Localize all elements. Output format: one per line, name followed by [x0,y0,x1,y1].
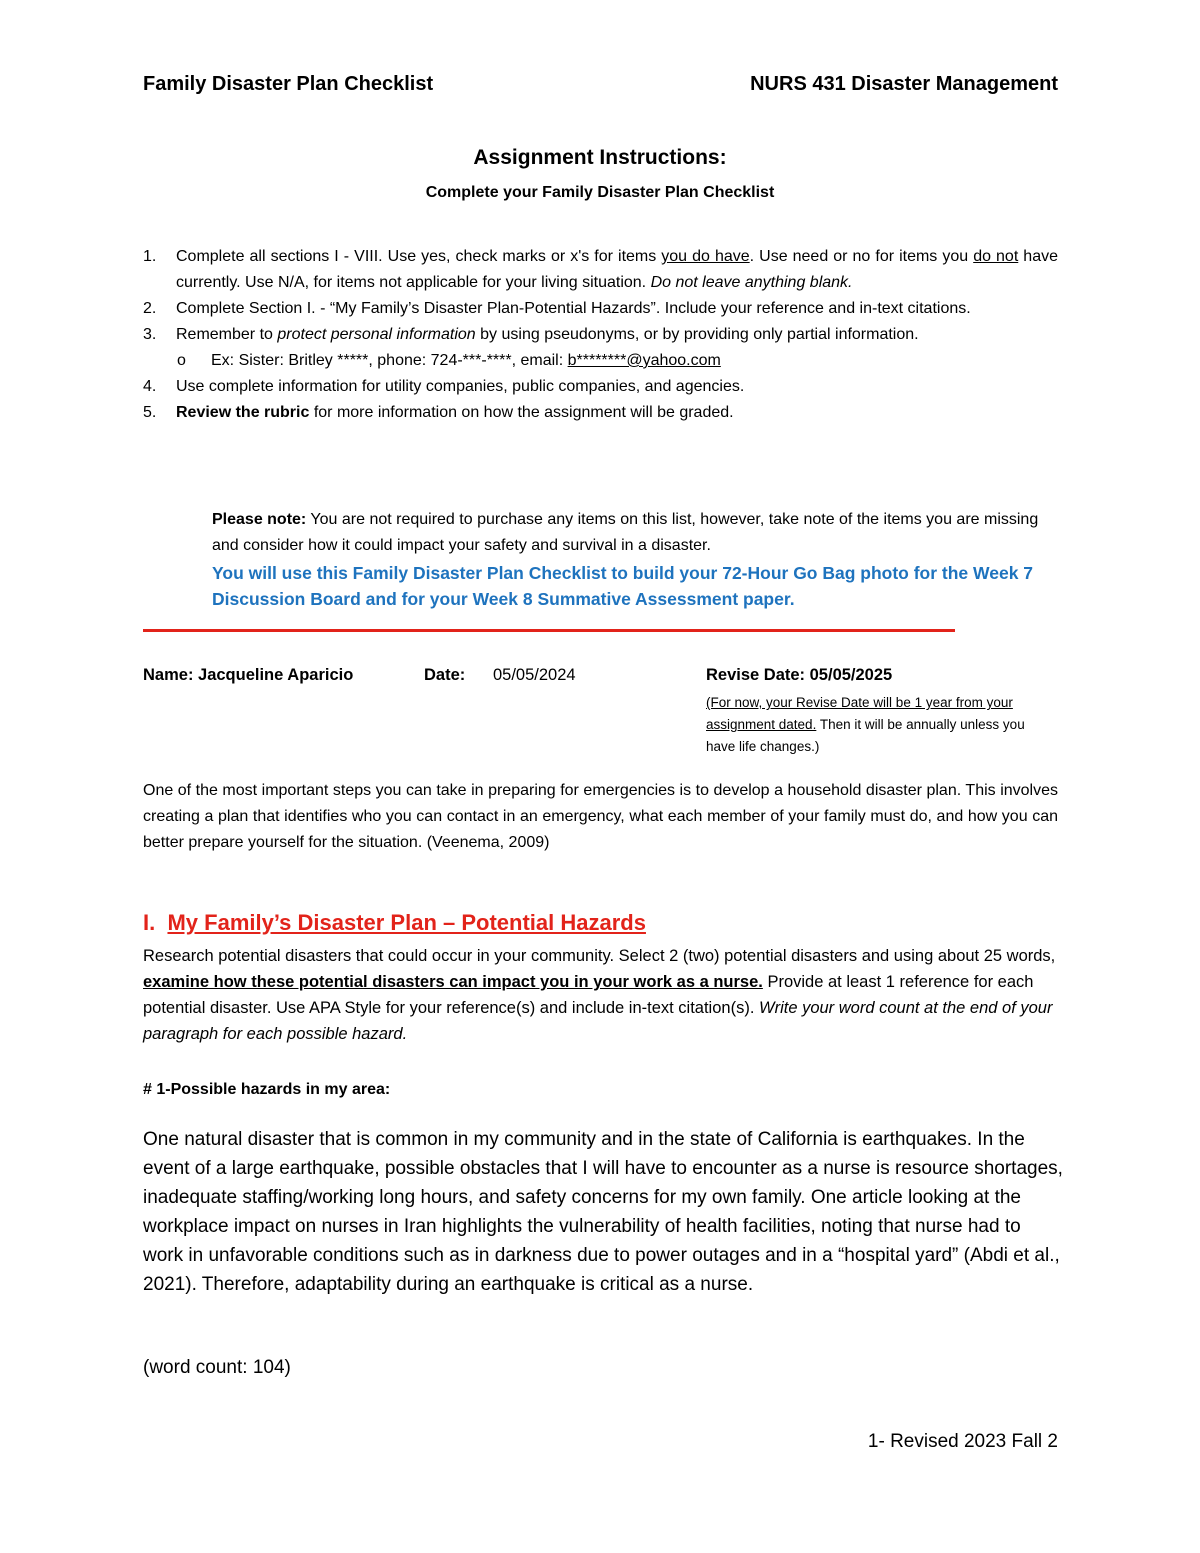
instruction-item-1 [143,244,1058,296]
divider [143,629,955,632]
instruction-italic: protect personal information [277,326,476,343]
instruction-item-4 [143,374,1058,400]
header-right: NURS 431 Disaster Management [750,73,1058,95]
instruction-number: 2. [143,300,157,317]
instruction-text: Use complete information for utility companies, public companies, and agencies. [176,378,745,395]
instruction-text: . Use need or no for items you [749,248,974,265]
section-desc-emphasis: examine how these potential disasters can impact you in your work as a nurse. [143,973,763,991]
instruction-number: 4. [143,378,157,395]
page-subtitle: Complete your Family Disaster Plan Checklist [425,184,775,201]
please-note [212,507,1058,559]
instruction-subitem [143,348,1058,374]
date-label: Date: [424,666,466,684]
hazard-label: # 1-Possible hazards in my area: [143,1081,391,1098]
page-title: Assignment Instructions: [473,146,727,169]
section-desc-italic: Write your word count at the end of your paragraph for each possible hazard. [143,999,1053,1043]
revise-note [706,692,1056,758]
instruction-italic: . [848,274,853,291]
word-count: (word count: 104) [143,1357,291,1378]
instruction-text: Remember to [176,326,278,343]
instruction-underlined: you do have [661,248,750,265]
section-title: My Family’s Disaster Plan – Potential Hazards [167,910,646,935]
note-label: Please note: [212,511,307,528]
hazard-answer: One natural disaster that is common in my community and in the state of California is earthquakes. In the event of a large earthquake, possible obstacles that I will have to encounter as a nurse is resource shortages, inadequate staffing/working long hours, and safety concerns for my own family. One article looking at the workplace impact on nurses in Iran highlights the vulnerability of health facilities, noting that nurse had to work in unfavorable conditions such as in darkness due to power outages and in a “hospital yard” (Abdi et al., 2021). Therefore, adaptability during an earthquake is critical as a nurse. [143,1129,1063,1295]
revise-note-text: Then it will be annually unless you have life changes.) [706,717,1025,754]
page-footer: 1- Revised 2023 Fall 2 [867,1431,1058,1452]
instruction-item-2 [143,296,1058,322]
date-value: 05/05/2024 [493,666,576,684]
intro-paragraph: One of the most important steps you can take in preparing for emergencies is to develop a household disaster plan. This involves creating a plan that identifies who you can contact in an emergency, what each member of your family must do, and how you can better prepare yourself for the situation. (Veenema, 2009) [143,782,1058,851]
section-heading [143,910,646,936]
instruction-text: for more information on how the assignment will be graded. [309,404,734,421]
section-desc-text: Research potential disasters that could occur in your community. Select 2 (two) potential disasters and using about 25 words, [143,947,1056,965]
instructions-list [143,244,1058,426]
instruction-number: 5. [143,404,157,421]
revise-date: Revise Date: 05/05/2025 [706,666,893,684]
instruction-item-5 [143,400,1058,426]
instruction-italic: Do not leave anything blank [650,274,849,291]
section-numeral: I. [143,910,156,935]
instruction-bold: Review the rubric [176,404,310,421]
student-name: Name: Jacqueline Aparicio [143,666,354,684]
instruction-text: Ex: Sister: Britley *****, phone: 724-***-****, email: [211,352,568,369]
header-left: Family Disaster Plan Checklist [143,73,434,95]
note-text: You are not required to purchase any items on this list, however, take note of the items you are missing and consider how it could impact your safety and survival in a disaster. [212,511,1039,554]
email-example-link[interactable]: b********@yahoo.com [567,352,721,369]
sub-bullet: o [177,352,186,369]
instruction-text: Complete Section I. - “My Family’s Disaster Plan-Potential Hazards”. Include your reference and in-text citations. [176,300,971,317]
go-bag-note: You will use this Family Disaster Plan Checklist to build your 72-Hour Go Bag photo for the Week 7 Discussion Board and for your Week 8 Summative Assessment paper. [212,563,1034,609]
instruction-text: have currently. Use N/A, for items not applicable for your living situation. [176,248,1058,291]
instruction-text: by using pseudonyms, or by providing only partial information. [475,326,919,343]
revise-note-underlined: (For now, your Revise Date will be 1 year from your assignment dated. [706,695,1013,732]
instruction-number: 1. [143,248,157,265]
instruction-text: Complete all sections I - VIII. Use yes, check marks or x's for items [176,248,662,265]
section-description [143,943,1058,1047]
instruction-number: 3. [143,326,157,343]
instruction-item-3 [143,322,1058,348]
instruction-underlined: do not [973,248,1019,265]
section-desc-text: Provide at least 1 reference for each potential disaster. Use APA Style for your reference(s) and include in-text citation(s). [143,973,1034,1017]
